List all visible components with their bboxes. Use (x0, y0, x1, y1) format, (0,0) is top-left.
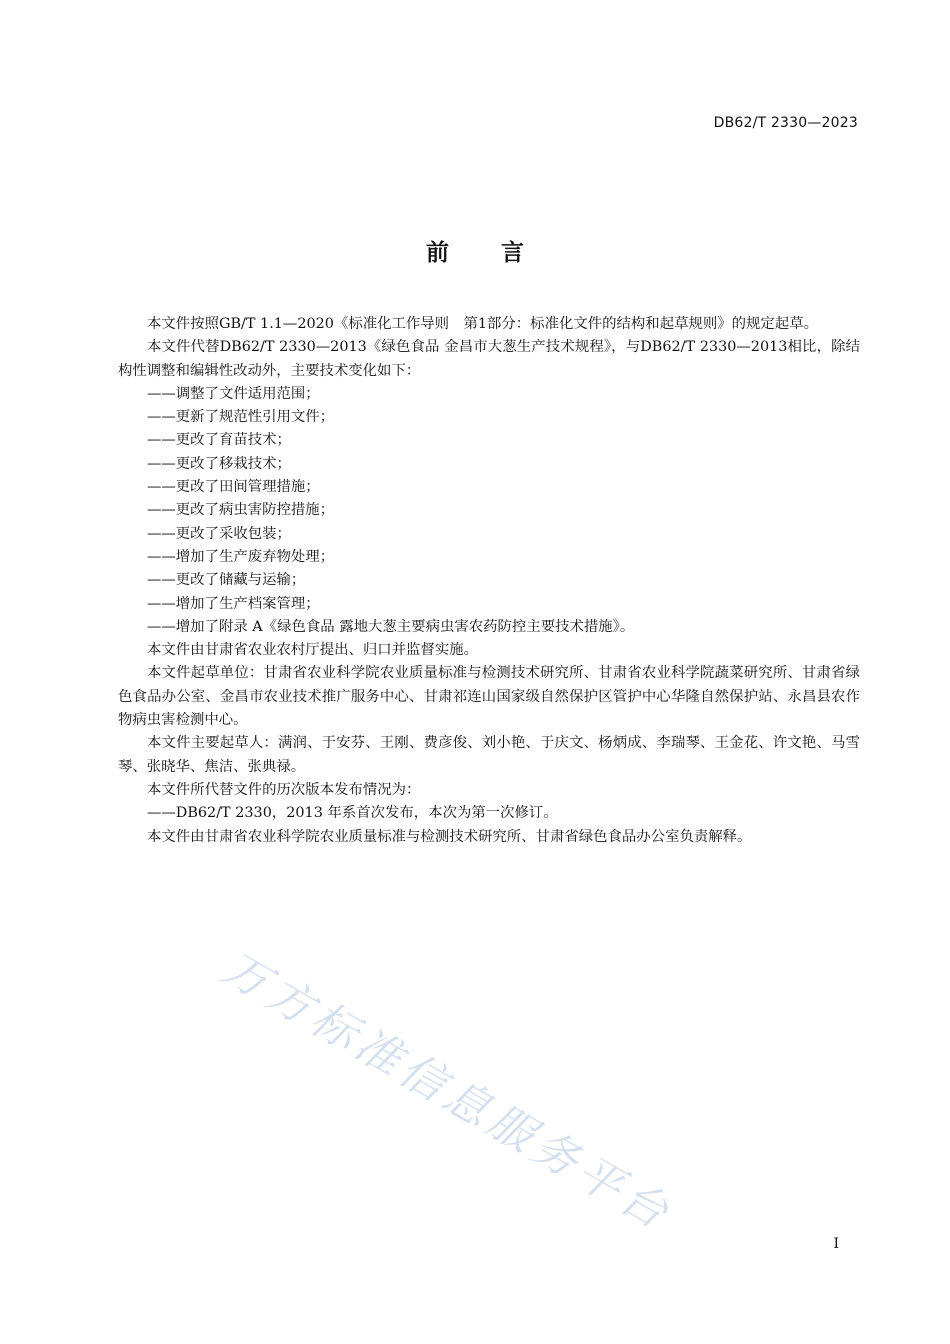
change-item: ——增加了附录 A《绿色食品 露地大葱主要病虫害农药防控主要技术措施》。 (147, 618, 635, 635)
change-item: ——更改了移栽技术； (147, 455, 291, 472)
paragraph-interpretation: 本文件由甘肃省农业科学院农业质量标准与检测技术研究所、甘肃省绿色食品办公室负责解释。 (147, 828, 752, 845)
change-item: ——更改了储藏与运输； (147, 572, 306, 589)
paragraph-drafting-units: 本文件起草单位：甘肃省农业科学院农业质量标准与检测技术研究所、甘肃省农业科学院蔬菜研究所、甘肃省绿色食品办公室、金昌市农业技术推广服务中心、甘肃祁连山国家级自然保护区管护中心华隆自然保护站、永昌县农作物病虫害检测中心。 (118, 665, 860, 729)
change-item: ——调整了文件适用范围； (147, 385, 320, 402)
change-item: ——更改了育苗技术； (147, 432, 291, 449)
foreword-body (118, 313, 860, 849)
page-title (0, 234, 950, 267)
page-number: I (833, 1236, 839, 1252)
watermark: 万方标准信息服务平台 (213, 940, 682, 1242)
change-item: ——更新了规范性引用文件； (147, 409, 335, 426)
change-item: ——增加了生产废弃物处理； (147, 548, 335, 565)
title-char-1: 前 (426, 240, 449, 266)
title-char-2: 言 (501, 240, 524, 266)
paragraph-proposer: 本文件由甘肃省农业农村厅提出、归口并监督实施。 (147, 642, 478, 659)
paragraph-replacement: 本文件代替DB62/T 2330—2013《绿色食品 金昌市大葱生产技术规程》，与DB62/T 2330—2013相比，除结构性调整和编辑性改动外，主要技术变化如下： (118, 339, 860, 379)
document-code: DB62/T 2330—2023 (713, 115, 858, 131)
change-item: ——更改了采收包装； (147, 525, 291, 542)
paragraph-version-history: 本文件所代替文件的历次版本发布情况为： (147, 781, 421, 798)
version-history-item: ——DB62/T 2330，2013 年系首次发布，本次为第一次修订。 (147, 805, 558, 822)
paragraph-drafting-basis: 本文件按照GB/T 1.1—2020《标准化工作导则 第1部分：标准化文件的结构和起草规则》的规定起草。 (147, 316, 818, 332)
paragraph-drafters: 本文件主要起草人：满润、于安芬、王刚、费彦俊、刘小艳、于庆文、杨炳成、李瑞琴、王金花、许文艳、马雪琴、张晓华、焦洁、张典禄。 (118, 735, 860, 775)
change-item: ——更改了病虫害防控措施； (147, 502, 335, 519)
change-item: ——更改了田间管理措施； (147, 479, 320, 496)
change-item: ——增加了生产档案管理； (147, 595, 320, 612)
